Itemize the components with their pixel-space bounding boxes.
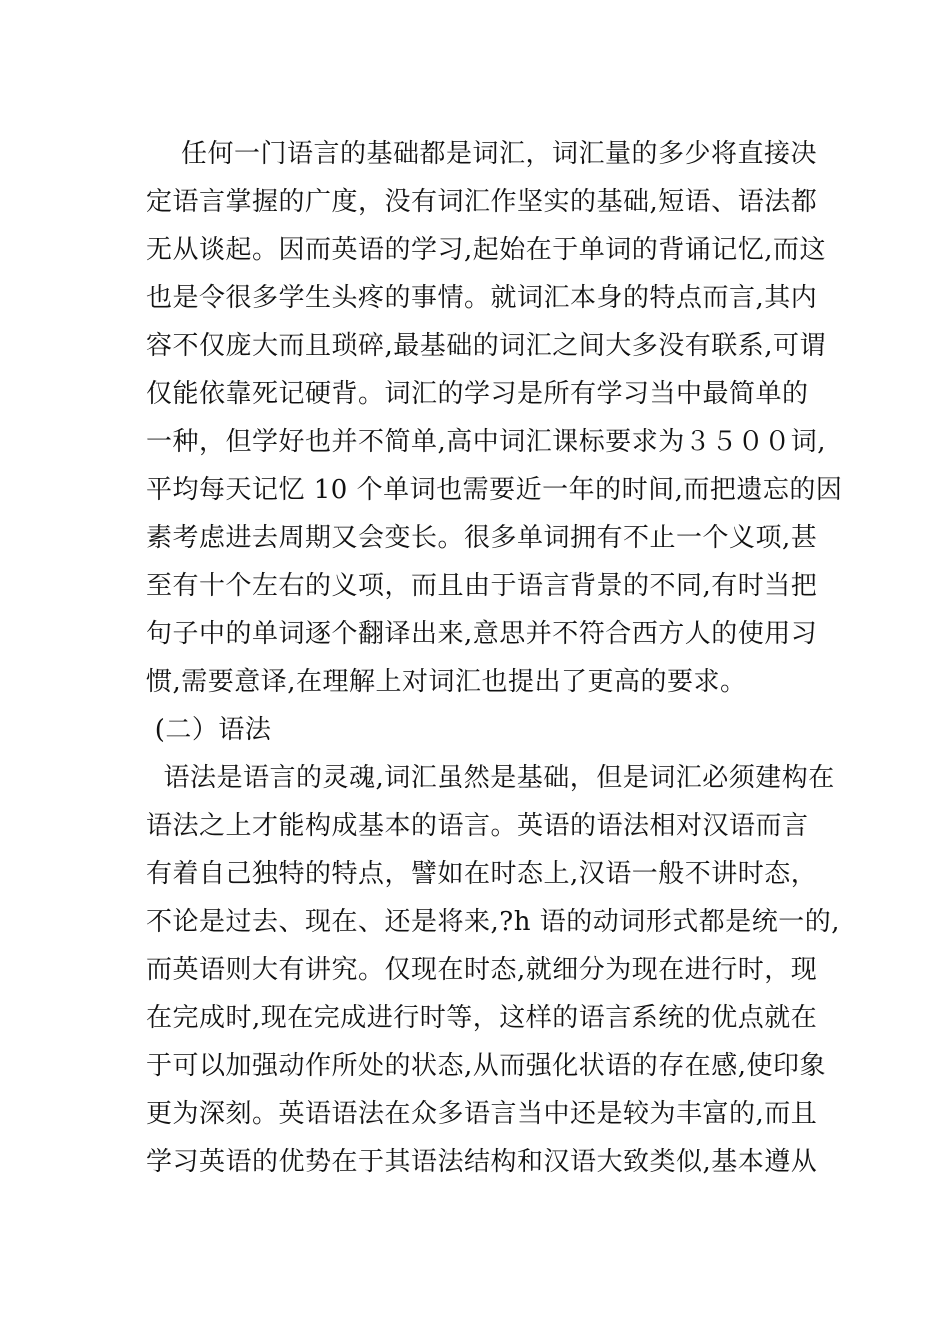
- text-line: 语法之上才能构成基本的语言。英语的语法相对汉语而言: [146, 811, 809, 841]
- text-line: 有着自己独特的特点，譬如在时态上,汉语一般不讲时态，: [146, 859, 818, 889]
- text-line: 语法是语言的灵魂,词汇虽然是基础，但是词汇必须建构在: [146, 763, 835, 793]
- section-heading: (二）语法: [146, 715, 272, 745]
- text-line: 任何一门语言的基础都是词汇，词汇量的多少将直接决: [146, 139, 818, 169]
- text-line: 而英语则大有讲究。仅现在时态,就细分为现在进行时，现: [146, 955, 818, 985]
- text-line: 也是令很多学生头疼的事情。就词汇本身的特点而言,其内: [146, 283, 818, 313]
- text-line: 素考虑进去周期又会变长。很多单词拥有不止一个义项,甚: [146, 523, 818, 553]
- text-line: 不论是过去、现在、还是将来,?h 语的动词形式都是统一的,: [146, 907, 840, 937]
- text-line: 仅能依靠死记硬背。词汇的学习是所有学习当中最简单的: [146, 379, 809, 409]
- text-line: 平均每天记忆 10 个单词也需要近一年的时间,而把遗忘的因: [146, 475, 843, 505]
- text-line: 在完成时,现在完成进行时等，这样的语言系统的优点就在: [146, 1003, 818, 1033]
- text-line: 定语言掌握的广度，没有词汇作坚实的基础,短语、语法都: [146, 187, 818, 217]
- text-line: 句子中的单词逐个翻译出来,意思并不符合西方人的使用习: [146, 619, 818, 649]
- text-line: 至有十个左右的义项，而且由于语言背景的不同,有时当把: [146, 571, 818, 601]
- text-line: 于可以加强动作所处的状态,从而强化状语的存在感,使印象: [146, 1051, 827, 1081]
- text-line: 一种，但学好也并不简单,高中词汇课标要求为３５００词,: [146, 427, 827, 457]
- text-line: 学习英语的优势在于其语法结构和汉语大致类似,基本遵从: [146, 1147, 818, 1177]
- text-line: 无从谈起。因而英语的学习,起始在于单词的背诵记忆,而这: [146, 235, 827, 265]
- text-line: 惯,需要意译,在理解上对词汇也提出了更高的要求。: [146, 667, 747, 697]
- text-line: 容不仅庞大而且琐碎,最基础的词汇之间大多没有联系,可谓: [146, 331, 827, 361]
- text-line: 更为深刻。英语语法在众多语言当中还是较为丰富的,而且: [146, 1099, 818, 1129]
- body-text: [146, 130, 843, 1186]
